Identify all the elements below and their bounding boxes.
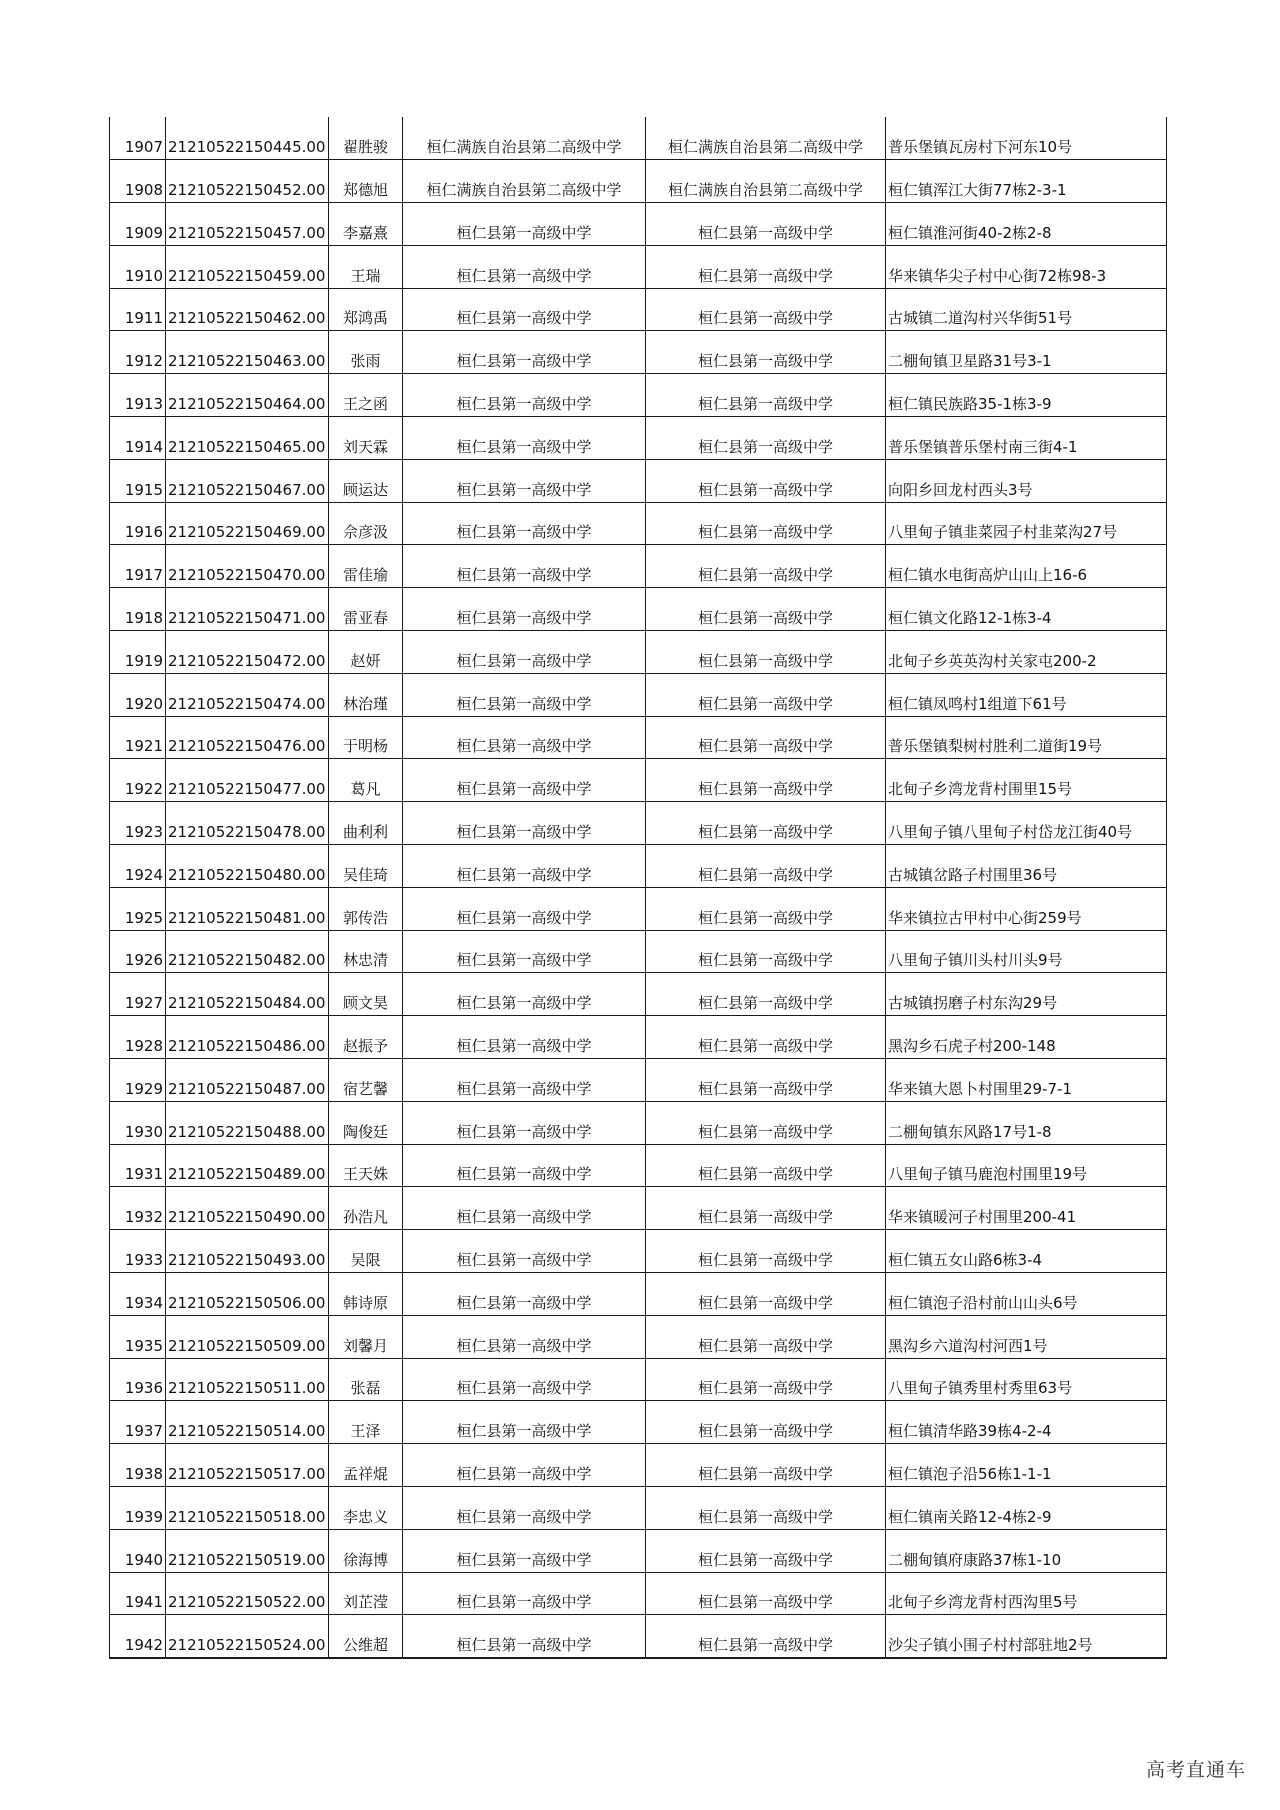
cell-student-name: 郑鸿禹 (329, 288, 403, 331)
cell-school: 桓仁县第一高级中学 (403, 1572, 646, 1615)
cell-row-number: 1926 (110, 930, 166, 973)
cell-admitting-school: 桓仁满族自治县第二高级中学 (646, 117, 886, 160)
table-row (110, 1016, 1167, 1059)
table-row (110, 545, 1167, 588)
cell-admitting-school: 桓仁县第一高级中学 (646, 245, 886, 288)
cell-student-name: 陶俊廷 (329, 1101, 403, 1144)
cell-exam-id: 21210522150474.00 (166, 673, 329, 716)
cell-exam-id: 21210522150476.00 (166, 716, 329, 759)
cell-school: 桓仁满族自治县第二高级中学 (403, 117, 646, 160)
table-row (110, 716, 1167, 759)
cell-student-name: 葛凡 (329, 759, 403, 802)
table-row (110, 1230, 1167, 1273)
cell-row-number: 1918 (110, 588, 166, 631)
cell-home-address: 向阳乡回龙村西头3号 (886, 459, 1167, 502)
cell-row-number: 1941 (110, 1572, 166, 1615)
cell-row-number: 1939 (110, 1487, 166, 1530)
cell-exam-id: 21210522150487.00 (166, 1059, 329, 1102)
table-row (110, 1487, 1167, 1530)
cell-home-address: 桓仁镇泡子沿村前山山头6号 (886, 1273, 1167, 1316)
cell-student-name: 顾文昊 (329, 973, 403, 1016)
cell-exam-id: 21210522150469.00 (166, 502, 329, 545)
cell-student-name: 王泽 (329, 1401, 403, 1444)
cell-exam-id: 21210522150518.00 (166, 1487, 329, 1530)
cell-student-name: 赵振予 (329, 1016, 403, 1059)
cell-admitting-school: 桓仁县第一高级中学 (646, 845, 886, 888)
cell-row-number: 1916 (110, 502, 166, 545)
cell-school: 桓仁县第一高级中学 (403, 1273, 646, 1316)
cell-admitting-school: 桓仁县第一高级中学 (646, 545, 886, 588)
cell-school: 桓仁县第一高级中学 (403, 1529, 646, 1572)
cell-admitting-school: 桓仁县第一高级中学 (646, 1444, 886, 1487)
cell-row-number: 1931 (110, 1144, 166, 1187)
cell-admitting-school: 桓仁县第一高级中学 (646, 1487, 886, 1530)
cell-row-number: 1928 (110, 1016, 166, 1059)
cell-row-number: 1935 (110, 1315, 166, 1358)
cell-exam-id: 21210522150519.00 (166, 1529, 329, 1572)
cell-row-number: 1920 (110, 673, 166, 716)
table-row (110, 1615, 1167, 1658)
cell-exam-id: 21210522150517.00 (166, 1444, 329, 1487)
cell-school: 桓仁县第一高级中学 (403, 802, 646, 845)
cell-row-number: 1934 (110, 1273, 166, 1316)
cell-home-address: 桓仁镇清华路39栋4-2-4 (886, 1401, 1167, 1444)
cell-student-name: 王瑞 (329, 245, 403, 288)
cell-home-address: 古城镇二道沟村兴华街51号 (886, 288, 1167, 331)
cell-student-name: 刘馨月 (329, 1315, 403, 1358)
cell-admitting-school: 桓仁县第一高级中学 (646, 288, 886, 331)
cell-admitting-school: 桓仁县第一高级中学 (646, 631, 886, 674)
cell-admitting-school: 桓仁县第一高级中学 (646, 1358, 886, 1401)
cell-school: 桓仁县第一高级中学 (403, 1059, 646, 1102)
cell-exam-id: 21210522150471.00 (166, 588, 329, 631)
cell-school: 桓仁县第一高级中学 (403, 631, 646, 674)
cell-school: 桓仁县第一高级中学 (403, 1315, 646, 1358)
cell-admitting-school: 桓仁县第一高级中学 (646, 673, 886, 716)
cell-row-number: 1925 (110, 887, 166, 930)
cell-school: 桓仁县第一高级中学 (403, 930, 646, 973)
cell-school: 桓仁县第一高级中学 (403, 417, 646, 460)
table-row (110, 1187, 1167, 1230)
cell-admitting-school: 桓仁县第一高级中学 (646, 802, 886, 845)
cell-home-address: 华来镇暖河子村围里200-41 (886, 1187, 1167, 1230)
cell-exam-id: 21210522150509.00 (166, 1315, 329, 1358)
cell-exam-id: 21210522150445.00 (166, 117, 329, 160)
cell-admitting-school: 桓仁县第一高级中学 (646, 1615, 886, 1658)
cell-exam-id: 21210522150477.00 (166, 759, 329, 802)
table-row (110, 459, 1167, 502)
cell-row-number: 1938 (110, 1444, 166, 1487)
cell-admitting-school: 桓仁县第一高级中学 (646, 973, 886, 1016)
cell-student-name: 郑德旭 (329, 160, 403, 203)
cell-student-name: 吴限 (329, 1230, 403, 1273)
watermark-text: 高考直通车 (1145, 1759, 1246, 1781)
cell-admitting-school: 桓仁县第一高级中学 (646, 588, 886, 631)
cell-exam-id: 21210522150478.00 (166, 802, 329, 845)
cell-school: 桓仁县第一高级中学 (403, 288, 646, 331)
cell-school: 桓仁县第一高级中学 (403, 973, 646, 1016)
cell-exam-id: 21210522150459.00 (166, 245, 329, 288)
cell-exam-id: 21210522150481.00 (166, 887, 329, 930)
table-row (110, 245, 1167, 288)
cell-student-name: 王天姝 (329, 1144, 403, 1187)
cell-row-number: 1908 (110, 160, 166, 203)
cell-student-name: 孙浩凡 (329, 1187, 403, 1230)
cell-student-name: 韩诗原 (329, 1273, 403, 1316)
table-row (110, 802, 1167, 845)
table-row (110, 331, 1167, 374)
cell-home-address: 黑沟乡六道沟村河西1号 (886, 1315, 1167, 1358)
cell-home-address: 华来镇大恩卜村围里29-7-1 (886, 1059, 1167, 1102)
cell-home-address: 桓仁镇南关路12-4栋2-9 (886, 1487, 1167, 1530)
cell-student-name: 王之函 (329, 374, 403, 417)
cell-exam-id: 21210522150462.00 (166, 288, 329, 331)
cell-admitting-school: 桓仁县第一高级中学 (646, 1572, 886, 1615)
cell-exam-id: 21210522150472.00 (166, 631, 329, 674)
cell-exam-id: 21210522150524.00 (166, 1615, 329, 1658)
cell-home-address: 北甸子乡英英沟村关家屯200-2 (886, 631, 1167, 674)
cell-row-number: 1930 (110, 1101, 166, 1144)
student-table-body (110, 117, 1167, 1658)
cell-admitting-school: 桓仁县第一高级中学 (646, 331, 886, 374)
cell-student-name: 刘天霖 (329, 417, 403, 460)
cell-student-name: 张雨 (329, 331, 403, 374)
cell-home-address: 古城镇岔路子村围里36号 (886, 845, 1167, 888)
table-row (110, 845, 1167, 888)
cell-row-number: 1921 (110, 716, 166, 759)
cell-row-number: 1936 (110, 1358, 166, 1401)
cell-student-name: 李忠义 (329, 1487, 403, 1530)
cell-school: 桓仁县第一高级中学 (403, 1230, 646, 1273)
cell-home-address: 八里甸子镇八里甸子村岱龙江街40号 (886, 802, 1167, 845)
table-row (110, 1315, 1167, 1358)
cell-admitting-school: 桓仁县第一高级中学 (646, 1401, 886, 1444)
table-row (110, 1358, 1167, 1401)
cell-student-name: 郭传浩 (329, 887, 403, 930)
cell-student-name: 李嘉熹 (329, 203, 403, 246)
cell-school: 桓仁县第一高级中学 (403, 1487, 646, 1530)
cell-home-address: 桓仁镇文化路12-1栋3-4 (886, 588, 1167, 631)
cell-home-address: 桓仁镇凤鸣村1组道下61号 (886, 673, 1167, 716)
cell-admitting-school: 桓仁县第一高级中学 (646, 417, 886, 460)
cell-exam-id: 21210522150506.00 (166, 1273, 329, 1316)
cell-home-address: 二棚甸镇东风路17号1-8 (886, 1101, 1167, 1144)
table-row (110, 759, 1167, 802)
cell-admitting-school: 桓仁满族自治县第二高级中学 (646, 160, 886, 203)
cell-row-number: 1927 (110, 973, 166, 1016)
cell-admitting-school: 桓仁县第一高级中学 (646, 459, 886, 502)
cell-school: 桓仁县第一高级中学 (403, 459, 646, 502)
table-row (110, 1572, 1167, 1615)
cell-home-address: 二棚甸镇府康路37栋1-10 (886, 1529, 1167, 1572)
cell-row-number: 1912 (110, 331, 166, 374)
cell-school: 桓仁县第一高级中学 (403, 502, 646, 545)
cell-school: 桓仁满族自治县第二高级中学 (403, 160, 646, 203)
cell-row-number: 1929 (110, 1059, 166, 1102)
table-row (110, 930, 1167, 973)
cell-home-address: 北甸子乡湾龙背村西沟里5号 (886, 1572, 1167, 1615)
cell-student-name: 张磊 (329, 1358, 403, 1401)
cell-row-number: 1914 (110, 417, 166, 460)
cell-home-address: 桓仁镇水电街高炉山山上16-6 (886, 545, 1167, 588)
cell-student-name: 于明杨 (329, 716, 403, 759)
cell-admitting-school: 桓仁县第一高级中学 (646, 1144, 886, 1187)
cell-student-name: 翟胜骏 (329, 117, 403, 160)
cell-exam-id: 21210522150493.00 (166, 1230, 329, 1273)
cell-home-address: 八里甸子镇马鹿泡村围里19号 (886, 1144, 1167, 1187)
cell-exam-id: 21210522150486.00 (166, 1016, 329, 1059)
cell-student-name: 刘芷滢 (329, 1572, 403, 1615)
cell-admitting-school: 桓仁县第一高级中学 (646, 1230, 886, 1273)
cell-school: 桓仁县第一高级中学 (403, 845, 646, 888)
table-row (110, 374, 1167, 417)
cell-home-address: 八里甸子镇秀里村秀里63号 (886, 1358, 1167, 1401)
cell-school: 桓仁县第一高级中学 (403, 673, 646, 716)
cell-exam-id: 21210522150514.00 (166, 1401, 329, 1444)
cell-exam-id: 21210522150467.00 (166, 459, 329, 502)
cell-exam-id: 21210522150470.00 (166, 545, 329, 588)
cell-home-address: 桓仁镇淮河街40-2栋2-8 (886, 203, 1167, 246)
cell-row-number: 1911 (110, 288, 166, 331)
cell-home-address: 八里甸子镇韭菜园子村韭菜沟27号 (886, 502, 1167, 545)
cell-student-name: 赵妍 (329, 631, 403, 674)
cell-home-address: 八里甸子镇川头村川头9号 (886, 930, 1167, 973)
table-row (110, 417, 1167, 460)
cell-home-address: 沙尖子镇小围子村村部驻地2号 (886, 1615, 1167, 1658)
cell-exam-id: 21210522150484.00 (166, 973, 329, 1016)
cell-exam-id: 21210522150511.00 (166, 1358, 329, 1401)
cell-home-address: 二棚甸镇卫星路31号3-1 (886, 331, 1167, 374)
cell-home-address: 普乐堡镇普乐堡村南三街4-1 (886, 417, 1167, 460)
cell-student-name: 宿艺馨 (329, 1059, 403, 1102)
cell-exam-id: 21210522150463.00 (166, 331, 329, 374)
table-row (110, 887, 1167, 930)
table-row (110, 673, 1167, 716)
cell-row-number: 1907 (110, 117, 166, 160)
cell-school: 桓仁县第一高级中学 (403, 887, 646, 930)
table-row (110, 973, 1167, 1016)
cell-school: 桓仁县第一高级中学 (403, 716, 646, 759)
cell-admitting-school: 桓仁县第一高级中学 (646, 1187, 886, 1230)
cell-school: 桓仁县第一高级中学 (403, 1444, 646, 1487)
cell-student-name: 吴佳琦 (329, 845, 403, 888)
cell-home-address: 华来镇华尖子村中心街72栋98-3 (886, 245, 1167, 288)
cell-home-address: 北甸子乡湾龙背村围里15号 (886, 759, 1167, 802)
cell-row-number: 1924 (110, 845, 166, 888)
cell-student-name: 顾运达 (329, 459, 403, 502)
cell-admitting-school: 桓仁县第一高级中学 (646, 1529, 886, 1572)
cell-school: 桓仁县第一高级中学 (403, 588, 646, 631)
cell-student-name: 徐海博 (329, 1529, 403, 1572)
cell-home-address: 华来镇拉古甲村中心街259号 (886, 887, 1167, 930)
cell-school: 桓仁县第一高级中学 (403, 545, 646, 588)
cell-row-number: 1932 (110, 1187, 166, 1230)
cell-school: 桓仁县第一高级中学 (403, 1187, 646, 1230)
cell-home-address: 普乐堡镇瓦房村下河东10号 (886, 117, 1167, 160)
cell-student-name: 曲利利 (329, 802, 403, 845)
cell-student-name: 林忠清 (329, 930, 403, 973)
cell-exam-id: 21210522150452.00 (166, 160, 329, 203)
cell-exam-id: 21210522150464.00 (166, 374, 329, 417)
cell-row-number: 1942 (110, 1615, 166, 1658)
cell-admitting-school: 桓仁县第一高级中学 (646, 502, 886, 545)
cell-student-name: 孟祥焜 (329, 1444, 403, 1487)
cell-student-name: 雷佳瑜 (329, 545, 403, 588)
cell-home-address: 桓仁镇泡子沿56栋1-1-1 (886, 1444, 1167, 1487)
cell-school: 桓仁县第一高级中学 (403, 1101, 646, 1144)
cell-school: 桓仁县第一高级中学 (403, 1358, 646, 1401)
cell-admitting-school: 桓仁县第一高级中学 (646, 203, 886, 246)
cell-admitting-school: 桓仁县第一高级中学 (646, 1101, 886, 1144)
table-row (110, 288, 1167, 331)
cell-exam-id: 21210522150522.00 (166, 1572, 329, 1615)
cell-admitting-school: 桓仁县第一高级中学 (646, 1273, 886, 1316)
cell-row-number: 1915 (110, 459, 166, 502)
cell-admitting-school: 桓仁县第一高级中学 (646, 1059, 886, 1102)
student-table (109, 117, 1167, 1659)
cell-row-number: 1919 (110, 631, 166, 674)
cell-row-number: 1933 (110, 1230, 166, 1273)
cell-admitting-school: 桓仁县第一高级中学 (646, 887, 886, 930)
cell-school: 桓仁县第一高级中学 (403, 1401, 646, 1444)
table-row (110, 160, 1167, 203)
cell-school: 桓仁县第一高级中学 (403, 374, 646, 417)
cell-home-address: 古城镇拐磨子村东沟29号 (886, 973, 1167, 1016)
cell-school: 桓仁县第一高级中学 (403, 203, 646, 246)
table-row (110, 1101, 1167, 1144)
cell-row-number: 1910 (110, 245, 166, 288)
cell-row-number: 1923 (110, 802, 166, 845)
table-row (110, 1444, 1167, 1487)
cell-row-number: 1909 (110, 203, 166, 246)
cell-student-name: 佘彦汲 (329, 502, 403, 545)
cell-admitting-school: 桓仁县第一高级中学 (646, 1315, 886, 1358)
cell-exam-id: 21210522150480.00 (166, 845, 329, 888)
cell-school: 桓仁县第一高级中学 (403, 1615, 646, 1658)
table-row (110, 203, 1167, 246)
cell-school: 桓仁县第一高级中学 (403, 1144, 646, 1187)
table-row (110, 1059, 1167, 1102)
cell-admitting-school: 桓仁县第一高级中学 (646, 374, 886, 417)
cell-row-number: 1917 (110, 545, 166, 588)
table-row (110, 1529, 1167, 1572)
cell-home-address: 黑沟乡石虎子村200-148 (886, 1016, 1167, 1059)
table-row (110, 117, 1167, 160)
cell-exam-id: 21210522150488.00 (166, 1101, 329, 1144)
cell-exam-id: 21210522150457.00 (166, 203, 329, 246)
table-row (110, 1401, 1167, 1444)
cell-exam-id: 21210522150465.00 (166, 417, 329, 460)
cell-home-address: 普乐堡镇梨树村胜利二道街19号 (886, 716, 1167, 759)
cell-row-number: 1922 (110, 759, 166, 802)
cell-exam-id: 21210522150482.00 (166, 930, 329, 973)
cell-home-address: 桓仁镇五女山路6栋3-4 (886, 1230, 1167, 1273)
cell-school: 桓仁县第一高级中学 (403, 245, 646, 288)
table-row (110, 631, 1167, 674)
table-row (110, 1144, 1167, 1187)
cell-exam-id: 21210522150490.00 (166, 1187, 329, 1230)
table-row (110, 502, 1167, 545)
cell-home-address: 桓仁镇浑江大街77栋2-3-1 (886, 160, 1167, 203)
cell-row-number: 1937 (110, 1401, 166, 1444)
table-row (110, 1273, 1167, 1316)
cell-exam-id: 21210522150489.00 (166, 1144, 329, 1187)
cell-admitting-school: 桓仁县第一高级中学 (646, 759, 886, 802)
cell-school: 桓仁县第一高级中学 (403, 331, 646, 374)
cell-admitting-school: 桓仁县第一高级中学 (646, 1016, 886, 1059)
cell-admitting-school: 桓仁县第一高级中学 (646, 930, 886, 973)
cell-student-name: 公维超 (329, 1615, 403, 1658)
cell-school: 桓仁县第一高级中学 (403, 1016, 646, 1059)
cell-home-address: 桓仁镇民族路35-1栋3-9 (886, 374, 1167, 417)
cell-row-number: 1940 (110, 1529, 166, 1572)
cell-admitting-school: 桓仁县第一高级中学 (646, 716, 886, 759)
table-row (110, 588, 1167, 631)
cell-student-name: 林治瑾 (329, 673, 403, 716)
cell-row-number: 1913 (110, 374, 166, 417)
cell-student-name: 雷亚春 (329, 588, 403, 631)
cell-school: 桓仁县第一高级中学 (403, 759, 646, 802)
